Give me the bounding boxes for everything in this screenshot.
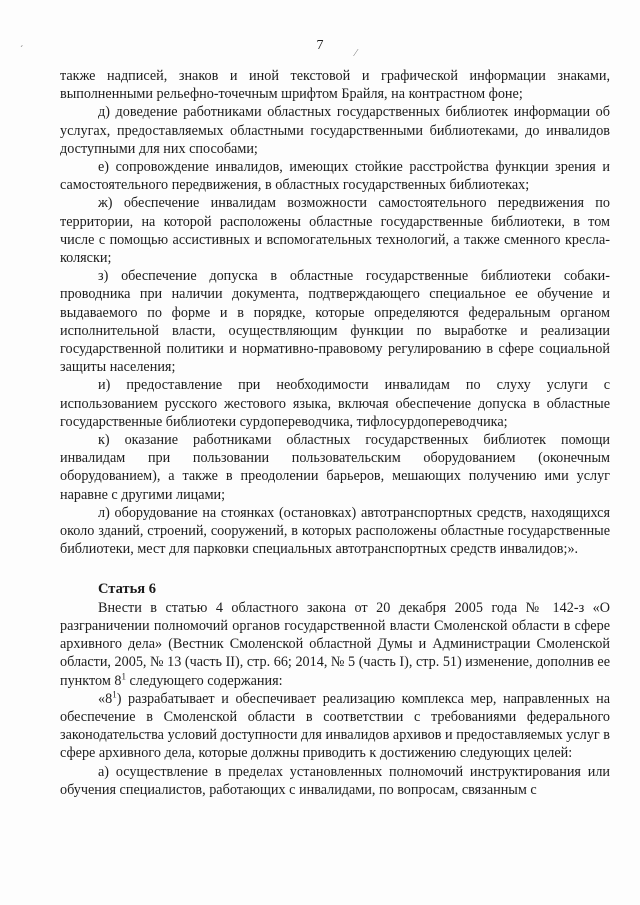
list-item-a: а) осуществление в пределах установленных полномочий инструктирования или обучения специалистов, работающих с инвалидами, по вопросам, связанным с <box>60 763 610 798</box>
list-item-d: д) доведение работниками областных государственных библиотек информации об услугах, предоставляемых областными государственными библиотеками, до инвалидов доступными для них способами; <box>60 104 610 157</box>
article-intro <box>60 599 610 690</box>
quoted-item <box>60 690 610 763</box>
pen-mark: ⁄ <box>355 48 357 59</box>
article-heading: Статья 6 <box>98 581 156 598</box>
document-body <box>60 67 610 799</box>
list-item-i: и) предоставление при необходимости инвалидам по слуху услуги с использованием русского жестового языка, включая обеспечение допуска в областные государственные библиотеки сурдопереводчика, тифлосурдопереводчика; <box>60 377 610 430</box>
article-intro-text: Внести в статью 4 областного закона от 20 декабря 2005 года № 142-з «О разграничении полномочий органов государственной власти Смоленской области в сфере архивного дела» (Вестник Смоленской областной Думы и Администрации Смоленской области, 2005, № 13 (часть II), стр. 66; 2014, № 5 (часть I), стр. 51) изменение, дополнив ее пунктом 8 <box>60 599 610 689</box>
page-number: 7 <box>316 38 324 53</box>
quote-rest: ) разрабатывает и обеспечивает реализацию комплекса мер, направленных на обеспечение в Смоленской области в соответствии с требованиями федерального законодательства условий доступности для инвалидов архивов и предоставляемых услуг в сфере архивного дела, которые должны приводить к достижению следующих целей: <box>60 690 610 762</box>
quote-sup: 1 <box>112 688 117 699</box>
paragraph-continuation: также надписей, знаков и иной текстовой и графической информации знаками, выполненными рельефно-точечным шрифтом Брайля, на контрастном фоне; <box>60 68 610 103</box>
list-item-k: к) оказание работниками областных государственных библиотек помощи инвалидам при пользовании пользовательским оборудованием (оконечным оборудованием), а также в преодолении барьеров, мешающих получению ими услуг наравне с другими лицами; <box>60 432 610 503</box>
list-item-e: е) сопровождение инвалидов, имеющих стойкие расстройства функции зрения и самостоятельного передвижения, в областных государственных библиотеках; <box>60 159 610 194</box>
quote-open: «8 <box>98 690 113 707</box>
article-intro-sup: 1 <box>121 670 126 681</box>
list-item-zh: ж) обеспечение инвалидам возможности самостоятельного передвижения по территории, на которой расположены областные государственные библиотеки, в том числе с помощью ассистивных и вспомогательных технологий, а также сменного кресла-коляски; <box>60 195 610 267</box>
list-item-z: з) обеспечение допуска в областные государственные библиотеки собаки-проводника при наличии документа, подтверждающего специальное ее обучение и выдаваемого по форме и в порядке, которые определяются федеральным органом исполнительной власти, осуществляющим функции по выработке и реализации государственной политики и нормативно-правовому регулированию в сфере социальной защиты населения; <box>60 268 610 376</box>
list-item-l: л) оборудование на стоянках (остановках) автотранспортных средств, находящихся около зданий, строений, сооружений, в которых расположены областные государственные библиотеки, мест для парковки специальных автотранспортных средств инвалидов;». <box>60 504 610 558</box>
article-intro-end: следующего содержания: <box>125 672 283 689</box>
margin-mark: ˊ <box>20 45 24 56</box>
